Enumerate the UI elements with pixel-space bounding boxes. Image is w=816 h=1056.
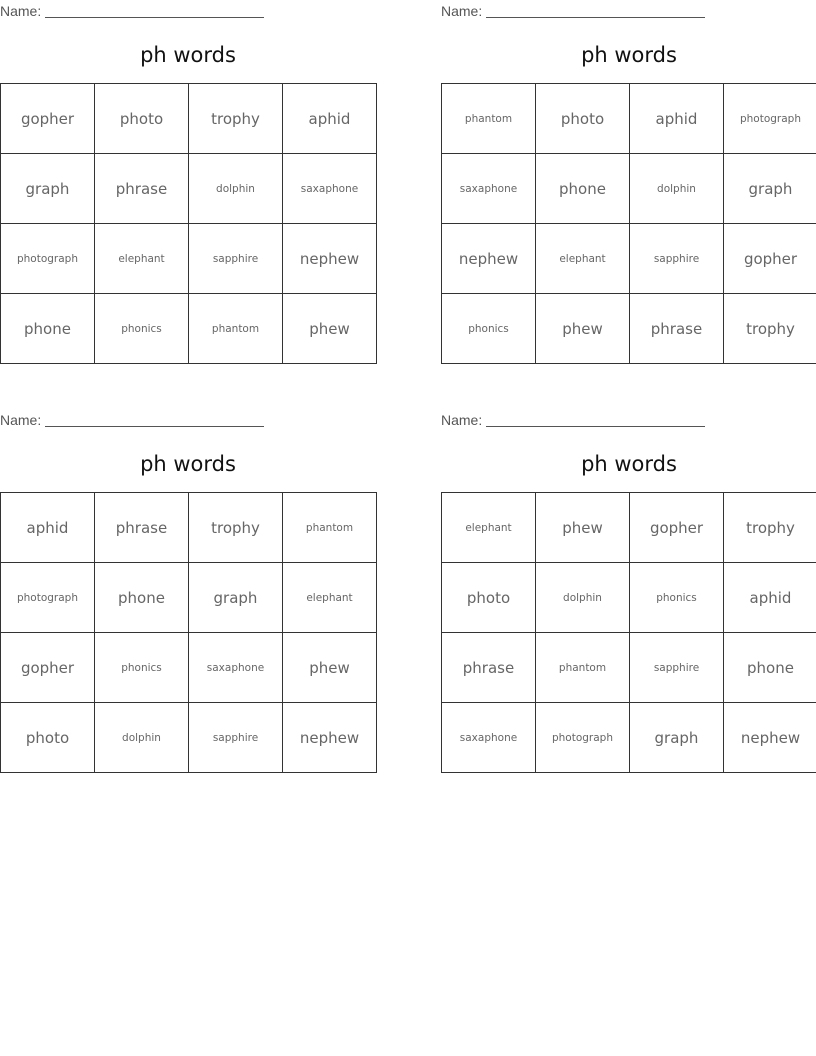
name-field[interactable] — [0, 2, 264, 20]
grid-cell: phew — [283, 294, 377, 364]
grid-cell: graph — [1, 154, 95, 224]
bingo-grid — [0, 492, 377, 773]
grid-row — [442, 493, 816, 563]
grid-cell: photograph — [724, 84, 816, 154]
grid-row — [1, 633, 377, 703]
grid-cell: phrase — [95, 154, 189, 224]
grid-cell: phone — [95, 563, 189, 633]
grid-cell: gopher — [1, 633, 95, 703]
grid-cell: nephew — [283, 224, 377, 294]
grid-cell: gopher — [1, 84, 95, 154]
name-field[interactable] — [0, 411, 264, 429]
grid-cell: gopher — [724, 224, 816, 294]
grid-row — [1, 294, 377, 364]
grid-cell: phew — [536, 294, 630, 364]
grid-cell: phonics — [442, 294, 536, 364]
grid-cell: aphid — [630, 84, 724, 154]
grid-cell: phew — [283, 633, 377, 703]
grid-cell: graph — [189, 563, 283, 633]
grid-row — [1, 703, 377, 773]
grid-cell: dolphin — [630, 154, 724, 224]
grid-cell: photo — [95, 84, 189, 154]
grid-cell: phantom — [442, 84, 536, 154]
name-label: Name: — [441, 3, 483, 19]
grid-cell: photograph — [1, 224, 95, 294]
name-label: Name: — [441, 412, 483, 428]
grid-cell: graph — [724, 154, 816, 224]
grid-cell: nephew — [283, 703, 377, 773]
grid-cell: phonics — [95, 633, 189, 703]
bingo-grid — [441, 83, 816, 364]
grid-cell: saxaphone — [442, 154, 536, 224]
grid-cell: photograph — [536, 703, 630, 773]
grid-row — [442, 84, 816, 154]
name-field[interactable] — [441, 411, 705, 429]
grid-cell: saxaphone — [283, 154, 377, 224]
name-underline — [486, 17, 705, 18]
bingo-grid — [441, 492, 816, 773]
grid-cell: trophy — [724, 493, 816, 563]
card-title: ph words — [140, 43, 236, 67]
grid-cell: saxaphone — [189, 633, 283, 703]
grid-cell: elephant — [536, 224, 630, 294]
grid-cell: sapphire — [189, 224, 283, 294]
grid-cell: elephant — [95, 224, 189, 294]
name-underline — [45, 426, 264, 427]
grid-cell: graph — [630, 703, 724, 773]
grid-row — [442, 633, 816, 703]
grid-cell: aphid — [724, 563, 816, 633]
name-underline — [486, 426, 705, 427]
grid-row — [442, 563, 816, 633]
name-field[interactable] — [441, 2, 705, 20]
grid-row — [1, 563, 377, 633]
grid-row — [1, 154, 377, 224]
grid-row — [442, 294, 816, 364]
grid-cell: phonics — [630, 563, 724, 633]
grid-cell: photo — [1, 703, 95, 773]
grid-cell: photograph — [1, 563, 95, 633]
name-label: Name: — [0, 412, 42, 428]
grid-cell: phrase — [630, 294, 724, 364]
grid-cell: phew — [536, 493, 630, 563]
grid-cell: phantom — [536, 633, 630, 703]
grid-cell: phrase — [95, 493, 189, 563]
grid-cell: trophy — [189, 84, 283, 154]
grid-row — [1, 224, 377, 294]
grid-row — [442, 703, 816, 773]
card-title: ph words — [581, 43, 677, 67]
grid-cell: trophy — [724, 294, 816, 364]
grid-cell: gopher — [630, 493, 724, 563]
grid-cell: saxaphone — [442, 703, 536, 773]
grid-cell: phonics — [95, 294, 189, 364]
grid-cell: nephew — [442, 224, 536, 294]
bingo-grid — [0, 83, 377, 364]
grid-cell: photo — [442, 563, 536, 633]
grid-cell: phantom — [189, 294, 283, 364]
grid-cell: phantom — [283, 493, 377, 563]
grid-cell: dolphin — [536, 563, 630, 633]
grid-row — [442, 154, 816, 224]
grid-cell: nephew — [724, 703, 816, 773]
grid-cell: phone — [536, 154, 630, 224]
grid-cell: sapphire — [630, 224, 724, 294]
grid-cell: phone — [724, 633, 816, 703]
card-title: ph words — [581, 452, 677, 476]
grid-cell: sapphire — [630, 633, 724, 703]
grid-cell: aphid — [1, 493, 95, 563]
grid-cell: elephant — [283, 563, 377, 633]
grid-row — [442, 224, 816, 294]
grid-cell: phrase — [442, 633, 536, 703]
grid-cell: trophy — [189, 493, 283, 563]
grid-cell: photo — [536, 84, 630, 154]
grid-cell: phone — [1, 294, 95, 364]
name-underline — [45, 17, 264, 18]
grid-cell: dolphin — [95, 703, 189, 773]
grid-cell: dolphin — [189, 154, 283, 224]
name-label: Name: — [0, 3, 42, 19]
grid-cell: aphid — [283, 84, 377, 154]
grid-cell: elephant — [442, 493, 536, 563]
grid-row — [1, 493, 377, 563]
grid-cell: sapphire — [189, 703, 283, 773]
card-title: ph words — [140, 452, 236, 476]
grid-row — [1, 84, 377, 154]
